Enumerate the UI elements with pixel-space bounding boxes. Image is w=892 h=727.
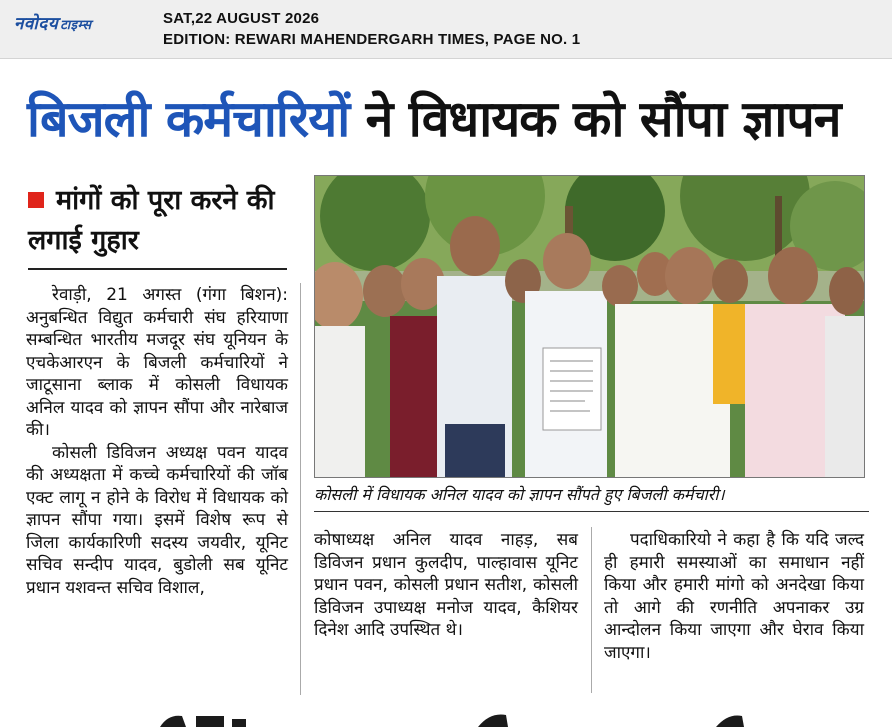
paragraph-1: रेवाड़ी, 21 अगस्त (गंगा बिशन): अनुबन्धित विद्युत कर्मचारी संघ हरियाणा सम्बन्धित भारतीय मजदूर संघ यूनियन के एचकेआरएन के बिजली कर्मचारियों ने जाटूसाना ब्लाक में कोसली विधायक अनिल यादव को ज्ञापन सौंपा और नारेबाज की।	[26, 285, 288, 440]
paragraph-3: कोषाध्यक्ष अनिल यादव नाहड़, सब डिविजन प्रधान कुलदीप, पाल्हावास यूनिट प्रधान पवन, कोसली प्रधान सतीश, कोसली डिविजन उपाध्यक्ष मनोज यादव, कैशियर दिनेश आदि उपस्थित थे।	[314, 530, 578, 640]
cut-off-headline-shapes	[0, 710, 892, 727]
article-column-2	[314, 529, 578, 642]
edition-line: EDITION: REWARI MAHENDERGARH TIMES, PAGE NO. 1	[163, 31, 581, 48]
logo-subtext: टाइम्स	[60, 18, 92, 33]
article-column-3	[604, 529, 864, 664]
subheadline-text: मांगों को पूरा करने की लगाई गुहार	[28, 185, 275, 256]
paragraph-2: कोसली डिविजन अध्यक्ष पवन यादव की अध्यक्षता में कच्चे कर्मचारियों की जॉब एक्ट लागू न होने के विरोध में विधायक को ज्ञापन सौंपा गया। इसमें विशेष रूप से जिला कार्यकारिणी सदस्य जयवीर, यूनिट सचिव सन्दीप यादव, बुडोली सब यूनिट प्रधान यशवन्त सचिव विशाल,	[26, 442, 288, 598]
article-column-1	[26, 284, 288, 599]
news-photo-illustration	[315, 176, 864, 477]
article-headline	[27, 86, 840, 152]
caption-divider	[314, 511, 869, 512]
photo-caption: कोसली में विधायक अनिल यादव को ज्ञापन सौंपते हुए बिजली कर्मचारी।	[314, 485, 725, 504]
edition-info	[163, 8, 580, 50]
news-photo	[314, 175, 865, 478]
logo-text: नवोदय	[14, 14, 59, 34]
date-line: SAT,22 AUGUST 2026	[163, 10, 320, 27]
red-square-bullet-icon	[28, 192, 44, 208]
headline-black-part: ने विधायक को सौंपा ज्ञापन	[365, 90, 841, 148]
column-divider-2	[591, 527, 592, 693]
column-divider-1	[300, 283, 301, 695]
article-subheadline	[28, 181, 288, 261]
next-headline-fragment	[0, 710, 892, 727]
headline-blue-part: बिजली कर्मचारियों	[27, 90, 350, 148]
paragraph-4: पदाधिकारियो ने कहा है कि यदि जल्द ही हमारी समस्याओं का समाधान नहीं किया और हमारी मांगो को अनदेखा किया तो आगे की रणनीति अपनाकर उग्र आन्दोलन किया जाएगा और घेराव किया जाएगा।	[604, 530, 864, 663]
newspaper-logo[interactable]	[14, 11, 92, 34]
masthead-bar	[0, 0, 892, 59]
subheadline-divider	[28, 268, 287, 270]
